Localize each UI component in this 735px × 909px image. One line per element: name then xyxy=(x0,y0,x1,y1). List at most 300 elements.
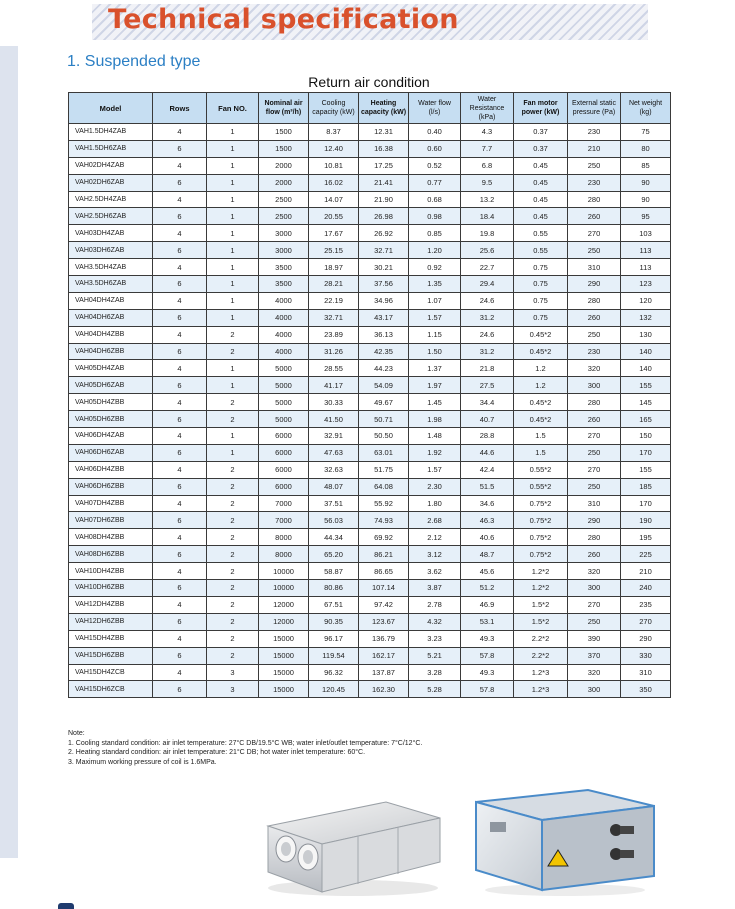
cell-net-weight: 330 xyxy=(621,647,671,664)
cell-water-resistance: 53.1 xyxy=(461,613,514,630)
cell-static-pressure: 230 xyxy=(568,124,621,141)
cell-fan-no: 1 xyxy=(207,292,259,309)
cell-water-flow: 1.48 xyxy=(409,428,461,445)
cell-cooling: 14.07 xyxy=(309,191,359,208)
cell-model: VAH06DH4ZBB xyxy=(69,461,153,478)
note-item-3: 3. Maximum working pressure of coil is 1.6MPa. xyxy=(68,758,217,766)
cell-fan-motor: 1.5*2 xyxy=(514,596,568,613)
cell-static-pressure: 230 xyxy=(568,174,621,191)
header-static-line1: External static xyxy=(572,100,616,107)
cell-airflow: 5000 xyxy=(259,411,309,428)
cell-net-weight: 190 xyxy=(621,512,671,529)
cell-static-pressure: 320 xyxy=(568,664,621,681)
cell-airflow: 15000 xyxy=(259,630,309,647)
table-row xyxy=(69,512,671,529)
table-row xyxy=(69,326,671,343)
cell-heating: 74.93 xyxy=(359,512,409,529)
cell-airflow: 5000 xyxy=(259,360,309,377)
cell-rows: 4 xyxy=(153,596,207,613)
cell-cooling: 23.89 xyxy=(309,326,359,343)
cell-net-weight: 95 xyxy=(621,208,671,225)
cell-airflow: 7000 xyxy=(259,512,309,529)
cell-rows: 4 xyxy=(153,124,207,141)
cell-fan-no: 1 xyxy=(207,259,259,276)
cell-heating: 42.35 xyxy=(359,343,409,360)
cell-cooling: 80.86 xyxy=(309,580,359,597)
table-row xyxy=(69,428,671,445)
header-resistance-line3: (kPa) xyxy=(478,113,496,121)
cell-water-resistance: 31.2 xyxy=(461,309,514,326)
cell-rows: 6 xyxy=(153,140,207,157)
cell-water-resistance: 25.6 xyxy=(461,242,514,259)
cell-fan-no: 1 xyxy=(207,225,259,242)
cell-model: VAH2.5DH6ZAB xyxy=(69,208,153,225)
table-row xyxy=(69,495,671,512)
cell-fan-no: 1 xyxy=(207,191,259,208)
cell-fan-no: 1 xyxy=(207,360,259,377)
cell-water-flow: 2.78 xyxy=(409,596,461,613)
table-row xyxy=(69,225,671,242)
page-title: Technical specification xyxy=(108,4,459,35)
cell-heating: 123.67 xyxy=(359,613,409,630)
cell-cooling: 67.51 xyxy=(309,596,359,613)
cell-heating: 12.31 xyxy=(359,124,409,141)
cell-fan-motor: 0.75 xyxy=(514,259,568,276)
cell-net-weight: 90 xyxy=(621,174,671,191)
cell-airflow: 15000 xyxy=(259,647,309,664)
cell-water-flow: 1.15 xyxy=(409,326,461,343)
cell-static-pressure: 280 xyxy=(568,292,621,309)
cell-cooling: 41.50 xyxy=(309,411,359,428)
cell-water-resistance: 51.5 xyxy=(461,478,514,495)
cell-cooling: 44.34 xyxy=(309,529,359,546)
cell-fan-no: 1 xyxy=(207,174,259,191)
cell-rows: 4 xyxy=(153,157,207,174)
header-static-pressure xyxy=(568,93,621,124)
cell-fan-no: 1 xyxy=(207,140,259,157)
cell-static-pressure: 390 xyxy=(568,630,621,647)
cell-water-flow: 1.35 xyxy=(409,276,461,293)
table-row xyxy=(69,157,671,174)
cell-fan-no: 2 xyxy=(207,343,259,360)
cell-cooling: 96.32 xyxy=(309,664,359,681)
cell-rows: 4 xyxy=(153,394,207,411)
table-row xyxy=(69,580,671,597)
cell-heating: 86.65 xyxy=(359,563,409,580)
cell-fan-motor: 1.5 xyxy=(514,428,568,445)
cell-fan-motor: 1.2 xyxy=(514,360,568,377)
cell-fan-no: 1 xyxy=(207,157,259,174)
table-row xyxy=(69,276,671,293)
header-rows: Rows xyxy=(153,93,207,124)
cell-water-flow: 5.21 xyxy=(409,647,461,664)
cell-model: VAH15DH6ZCB xyxy=(69,681,153,698)
cell-rows: 4 xyxy=(153,191,207,208)
cell-water-resistance: 48.7 xyxy=(461,546,514,563)
cell-airflow: 6000 xyxy=(259,478,309,495)
cell-water-resistance: 9.5 xyxy=(461,174,514,191)
cell-static-pressure: 250 xyxy=(568,478,621,495)
cell-fan-motor: 0.75 xyxy=(514,292,568,309)
cell-water-resistance: 4.3 xyxy=(461,124,514,141)
cell-rows: 4 xyxy=(153,225,207,242)
cell-heating: 69.92 xyxy=(359,529,409,546)
cell-net-weight: 90 xyxy=(621,191,671,208)
table-row xyxy=(69,461,671,478)
header-airflow-line1: Nominal air xyxy=(264,100,303,107)
cell-heating: 21.41 xyxy=(359,174,409,191)
table-row xyxy=(69,394,671,411)
cell-fan-no: 2 xyxy=(207,563,259,580)
cell-model: VAH06DH4ZAB xyxy=(69,428,153,445)
cell-rows: 4 xyxy=(153,563,207,580)
table-row xyxy=(69,596,671,613)
table-row xyxy=(69,647,671,664)
cell-airflow: 3500 xyxy=(259,276,309,293)
cell-fan-no: 2 xyxy=(207,495,259,512)
cell-fan-motor: 0.45 xyxy=(514,191,568,208)
table-row xyxy=(69,546,671,563)
table-header-row xyxy=(69,93,671,124)
cell-water-resistance: 29.4 xyxy=(461,276,514,293)
header-water-flow xyxy=(409,93,461,124)
table-row xyxy=(69,360,671,377)
cell-rows: 4 xyxy=(153,529,207,546)
header-static-line2: pressure (Pa) xyxy=(572,109,616,116)
section-title: 1. Suspended type xyxy=(67,53,201,70)
cell-rows: 6 xyxy=(153,647,207,664)
cell-heating: 162.17 xyxy=(359,647,409,664)
cell-fan-no: 2 xyxy=(207,326,259,343)
cell-rows: 4 xyxy=(153,495,207,512)
cell-water-flow: 1.50 xyxy=(409,343,461,360)
cell-heating: 136.79 xyxy=(359,630,409,647)
cell-rows: 6 xyxy=(153,478,207,495)
cell-cooling: 65.20 xyxy=(309,546,359,563)
cell-water-resistance: 42.4 xyxy=(461,461,514,478)
cell-rows: 6 xyxy=(153,208,207,225)
cell-heating: 51.75 xyxy=(359,461,409,478)
cell-net-weight: 140 xyxy=(621,343,671,360)
cell-airflow: 4000 xyxy=(259,309,309,326)
cell-net-weight: 123 xyxy=(621,276,671,293)
table-row xyxy=(69,259,671,276)
cell-airflow: 10000 xyxy=(259,563,309,580)
cell-model: VAH02DH4ZAB xyxy=(69,157,153,174)
cell-fan-motor: 2.2*2 xyxy=(514,630,568,647)
cell-airflow: 2000 xyxy=(259,174,309,191)
cell-net-weight: 155 xyxy=(621,377,671,394)
cell-static-pressure: 230 xyxy=(568,343,621,360)
cell-heating: 63.01 xyxy=(359,444,409,461)
cell-fan-motor: 0.45 xyxy=(514,208,568,225)
cell-water-resistance: 28.8 xyxy=(461,428,514,445)
header-cooling xyxy=(309,93,359,124)
cell-cooling: 30.33 xyxy=(309,394,359,411)
cell-model: VAH05DH6ZAB xyxy=(69,377,153,394)
cell-cooling: 12.40 xyxy=(309,140,359,157)
table-row xyxy=(69,529,671,546)
cell-airflow: 12000 xyxy=(259,613,309,630)
cell-rows: 6 xyxy=(153,242,207,259)
cell-fan-motor: 0.75*2 xyxy=(514,546,568,563)
cell-water-flow: 1.98 xyxy=(409,411,461,428)
cell-net-weight: 270 xyxy=(621,613,671,630)
cell-net-weight: 290 xyxy=(621,630,671,647)
cell-airflow: 6000 xyxy=(259,461,309,478)
cell-model: VAH06DH6ZAB xyxy=(69,444,153,461)
cell-net-weight: 85 xyxy=(621,157,671,174)
cell-fan-no: 1 xyxy=(207,428,259,445)
cell-net-weight: 130 xyxy=(621,326,671,343)
cell-cooling: 48.07 xyxy=(309,478,359,495)
table-row xyxy=(69,478,671,495)
cell-water-flow: 0.68 xyxy=(409,191,461,208)
cell-model: VAH04DH6ZAB xyxy=(69,309,153,326)
cell-water-flow: 3.23 xyxy=(409,630,461,647)
cell-water-resistance: 40.7 xyxy=(461,411,514,428)
cell-water-resistance: 45.6 xyxy=(461,563,514,580)
cell-fan-no: 2 xyxy=(207,630,259,647)
table-row xyxy=(69,377,671,394)
cell-fan-motor: 2.2*2 xyxy=(514,647,568,664)
cell-net-weight: 195 xyxy=(621,529,671,546)
table-row xyxy=(69,191,671,208)
cell-static-pressure: 370 xyxy=(568,647,621,664)
cell-static-pressure: 260 xyxy=(568,546,621,563)
cell-heating: 97.42 xyxy=(359,596,409,613)
header-airflow-line2: flow (m³/h) xyxy=(265,109,302,116)
cell-heating: 54.09 xyxy=(359,377,409,394)
cell-water-resistance: 57.8 xyxy=(461,647,514,664)
cell-water-resistance: 49.3 xyxy=(461,630,514,647)
header-cooling-line2: capacity (kW) xyxy=(312,109,355,116)
cell-fan-no: 2 xyxy=(207,478,259,495)
cell-net-weight: 225 xyxy=(621,546,671,563)
cell-airflow: 10000 xyxy=(259,580,309,597)
cell-heating: 50.50 xyxy=(359,428,409,445)
cell-net-weight: 185 xyxy=(621,478,671,495)
cell-static-pressure: 250 xyxy=(568,613,621,630)
cell-fan-motor: 0.45*2 xyxy=(514,326,568,343)
spec-table-body xyxy=(69,124,671,698)
cell-airflow: 3000 xyxy=(259,242,309,259)
header-heating-line2: capacity (kW) xyxy=(360,109,407,116)
header-cooling-line1: Cooling xyxy=(321,100,346,107)
cell-net-weight: 210 xyxy=(621,563,671,580)
cell-fan-no: 1 xyxy=(207,276,259,293)
cell-net-weight: 240 xyxy=(621,580,671,597)
cell-rows: 6 xyxy=(153,444,207,461)
cell-model: VAH10DH6ZBB xyxy=(69,580,153,597)
cell-fan-no: 1 xyxy=(207,309,259,326)
footer-logo-mark xyxy=(58,903,74,909)
cell-water-resistance: 6.8 xyxy=(461,157,514,174)
cell-model: VAH05DH6ZBB xyxy=(69,411,153,428)
cell-airflow: 6000 xyxy=(259,428,309,445)
cell-water-resistance: 46.3 xyxy=(461,512,514,529)
cell-model: VAH3.5DH6ZAB xyxy=(69,276,153,293)
cell-static-pressure: 290 xyxy=(568,512,621,529)
cell-water-flow: 1.45 xyxy=(409,394,461,411)
cell-airflow: 1500 xyxy=(259,140,309,157)
header-heating xyxy=(359,93,409,124)
cell-model: VAH04DH4ZBB xyxy=(69,326,153,343)
cell-cooling: 37.51 xyxy=(309,495,359,512)
cell-cooling: 32.91 xyxy=(309,428,359,445)
cell-rows: 6 xyxy=(153,377,207,394)
cell-model: VAH02DH6ZAB xyxy=(69,174,153,191)
header-motor-line2: power (kW) xyxy=(521,109,560,116)
cell-model: VAH03DH4ZAB xyxy=(69,225,153,242)
cell-net-weight: 350 xyxy=(621,681,671,698)
cell-water-flow: 3.87 xyxy=(409,580,461,597)
cell-water-flow: 3.62 xyxy=(409,563,461,580)
cell-water-flow: 2.30 xyxy=(409,478,461,495)
cell-water-resistance: 21.8 xyxy=(461,360,514,377)
cell-fan-no: 2 xyxy=(207,596,259,613)
cell-water-resistance: 40.6 xyxy=(461,529,514,546)
cell-model: VAH12DH6ZBB xyxy=(69,613,153,630)
cell-net-weight: 132 xyxy=(621,309,671,326)
header-airflow xyxy=(259,93,309,124)
cell-static-pressure: 270 xyxy=(568,596,621,613)
header-motor-line1: Fan motor xyxy=(523,100,558,107)
cell-cooling: 28.21 xyxy=(309,276,359,293)
cell-water-resistance: 44.6 xyxy=(461,444,514,461)
cell-rows: 4 xyxy=(153,259,207,276)
cell-heating: 50.71 xyxy=(359,411,409,428)
cell-net-weight: 75 xyxy=(621,124,671,141)
cell-water-resistance: 19.8 xyxy=(461,225,514,242)
cell-net-weight: 140 xyxy=(621,360,671,377)
cell-fan-motor: 1.2*2 xyxy=(514,580,568,597)
notes-block xyxy=(68,729,422,767)
cell-fan-no: 1 xyxy=(207,124,259,141)
cell-fan-no: 1 xyxy=(207,242,259,259)
cell-heating: 30.21 xyxy=(359,259,409,276)
cell-model: VAH15DH4ZBB xyxy=(69,630,153,647)
cell-fan-motor: 1.2 xyxy=(514,377,568,394)
cell-airflow: 5000 xyxy=(259,377,309,394)
cell-airflow: 5000 xyxy=(259,394,309,411)
cell-cooling: 32.71 xyxy=(309,309,359,326)
cell-static-pressure: 250 xyxy=(568,326,621,343)
cell-model: VAH3.5DH4ZAB xyxy=(69,259,153,276)
header-resistance-line1: Water xyxy=(477,95,497,103)
cell-water-resistance: 34.6 xyxy=(461,495,514,512)
cell-heating: 44.23 xyxy=(359,360,409,377)
cell-water-resistance: 49.3 xyxy=(461,664,514,681)
cell-static-pressure: 270 xyxy=(568,225,621,242)
cell-heating: 107.14 xyxy=(359,580,409,597)
cell-rows: 6 xyxy=(153,343,207,360)
cell-fan-no: 2 xyxy=(207,512,259,529)
cell-heating: 16.38 xyxy=(359,140,409,157)
cell-rows: 4 xyxy=(153,664,207,681)
cell-water-flow: 5.28 xyxy=(409,681,461,698)
cell-net-weight: 150 xyxy=(621,428,671,445)
cell-rows: 4 xyxy=(153,630,207,647)
cell-static-pressure: 300 xyxy=(568,377,621,394)
cell-fan-no: 2 xyxy=(207,394,259,411)
cell-model: VAH08DH4ZBB xyxy=(69,529,153,546)
note-item-2: 2. Heating standard condition: air inlet temperature: 21°C DB; hot water inlet temperature: 60°C. xyxy=(68,749,366,757)
cell-net-weight: 113 xyxy=(621,259,671,276)
cell-cooling: 28.55 xyxy=(309,360,359,377)
cell-water-flow: 0.77 xyxy=(409,174,461,191)
cell-static-pressure: 290 xyxy=(568,276,621,293)
cell-model: VAH03DH6ZAB xyxy=(69,242,153,259)
cell-heating: 36.13 xyxy=(359,326,409,343)
cell-rows: 6 xyxy=(153,174,207,191)
cell-water-resistance: 57.8 xyxy=(461,681,514,698)
cell-heating: 49.67 xyxy=(359,394,409,411)
condition-caption: Return air condition xyxy=(308,74,430,90)
cell-rows: 4 xyxy=(153,461,207,478)
cell-cooling: 96.17 xyxy=(309,630,359,647)
cell-water-flow: 3.28 xyxy=(409,664,461,681)
cell-heating: 137.87 xyxy=(359,664,409,681)
side-decor-strip xyxy=(0,46,18,858)
cell-fan-motor: 0.75*2 xyxy=(514,529,568,546)
cell-static-pressure: 210 xyxy=(568,140,621,157)
cell-model: VAH04DH6ZBB xyxy=(69,343,153,360)
cell-rows: 6 xyxy=(153,411,207,428)
cell-water-resistance: 22.7 xyxy=(461,259,514,276)
cell-heating: 26.92 xyxy=(359,225,409,242)
table-row xyxy=(69,563,671,580)
cell-static-pressure: 300 xyxy=(568,681,621,698)
cell-net-weight: 103 xyxy=(621,225,671,242)
cell-model: VAH1.5DH4ZAB xyxy=(69,124,153,141)
cell-static-pressure: 250 xyxy=(568,444,621,461)
cell-airflow: 4000 xyxy=(259,326,309,343)
cell-water-flow: 1.97 xyxy=(409,377,461,394)
cell-water-flow: 3.12 xyxy=(409,546,461,563)
cabinet-unit-image xyxy=(470,782,660,898)
table-row xyxy=(69,309,671,326)
cell-fan-no: 2 xyxy=(207,580,259,597)
cell-fan-no: 2 xyxy=(207,529,259,546)
cell-heating: 34.96 xyxy=(359,292,409,309)
cell-static-pressure: 310 xyxy=(568,259,621,276)
cell-heating: 37.56 xyxy=(359,276,409,293)
spec-table xyxy=(68,92,671,698)
cell-net-weight: 80 xyxy=(621,140,671,157)
cell-static-pressure: 300 xyxy=(568,580,621,597)
cell-heating: 26.98 xyxy=(359,208,409,225)
table-row xyxy=(69,242,671,259)
cell-heating: 64.08 xyxy=(359,478,409,495)
table-row xyxy=(69,174,671,191)
cell-static-pressure: 270 xyxy=(568,461,621,478)
header-net-weight xyxy=(621,93,671,124)
cell-rows: 4 xyxy=(153,360,207,377)
cell-cooling: 32.63 xyxy=(309,461,359,478)
table-row xyxy=(69,681,671,698)
cell-water-resistance: 34.4 xyxy=(461,394,514,411)
cell-net-weight: 170 xyxy=(621,444,671,461)
table-row xyxy=(69,664,671,681)
cell-water-flow: 1.20 xyxy=(409,242,461,259)
cell-fan-motor: 0.37 xyxy=(514,124,568,141)
cell-fan-motor: 0.55*2 xyxy=(514,478,568,495)
cell-model: VAH05DH4ZBB xyxy=(69,394,153,411)
cell-fan-motor: 1.5 xyxy=(514,444,568,461)
cell-airflow: 15000 xyxy=(259,681,309,698)
cell-fan-motor: 0.75 xyxy=(514,309,568,326)
